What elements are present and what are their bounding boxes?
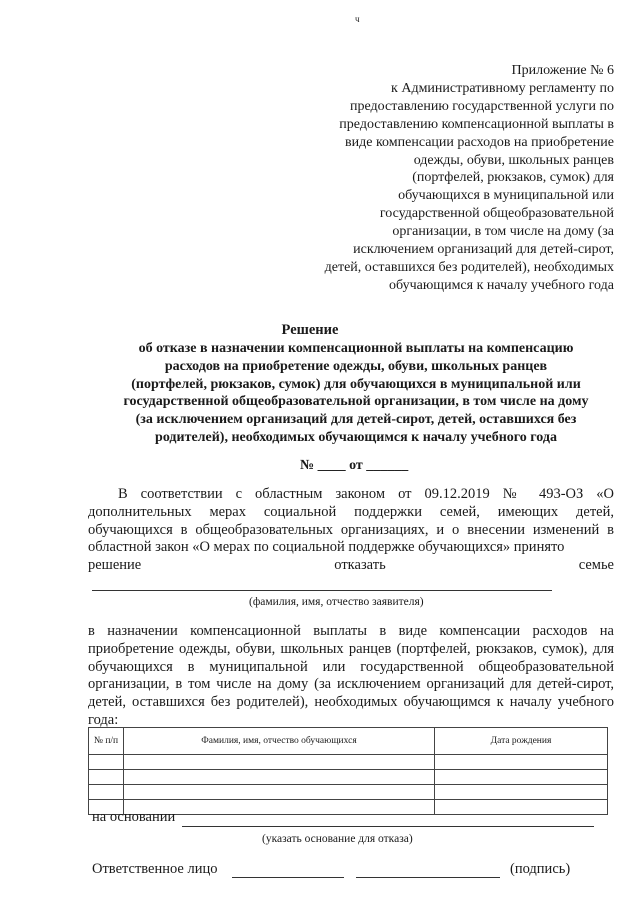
table-row	[89, 770, 608, 785]
table-cell[interactable]	[435, 770, 608, 785]
subtitle-line: об отказе в назначении компенсационной выплаты на компенсацию	[138, 341, 574, 356]
page-mark: ч	[355, 14, 360, 24]
document-title: Решение	[281, 322, 339, 338]
appendix-line: одежды, обуви, школьных ранцев	[413, 152, 614, 168]
header-number: № п/п	[89, 728, 124, 755]
appendix-line: исключением организаций для детей-сирот,	[353, 242, 614, 258]
basis-label: на основании	[92, 809, 176, 825]
decision-row	[88, 557, 614, 574]
header-birthdate: Дата рождения	[435, 728, 608, 755]
table-cell[interactable]	[124, 755, 435, 770]
subtitle-line: (портфелей, рюкзаков, сумок) для обучающихся в муниципальной или	[131, 376, 581, 392]
appendix-line: предоставлению государственной услуги по	[350, 98, 614, 114]
appendix-line: обучающихся в муниципальной или	[398, 188, 614, 204]
table-cell[interactable]	[435, 800, 608, 815]
subtitle-line: (за исключением организаций для детей-сирот, детей, оставшихся без	[135, 412, 577, 428]
decision-family: семье	[578, 557, 614, 573]
table-cell[interactable]	[435, 755, 608, 770]
body-text: В соответствии с областным законом от 09.12.2019 № 493-ОЗ «О дополнительных мерах социальной поддержки семей, имеющих детей, обучающихся в общеобразовательных организациях, и о внесении изменений в областной закон «О мерах по социальной поддержке обучающихся» принято	[88, 486, 614, 556]
appendix-line: Приложение № 6	[511, 63, 614, 78]
appendix-header	[314, 62, 614, 295]
appendix-line: государственной общеобразовательной	[379, 206, 614, 222]
second-paragraph: в назначении компенсационной выплаты в виде компенсации расходов на приобретение одежды, обуви, школьных ранцев (портфелей, рюкзаков, сумок), для обучающихся в муниципальной или государственной общеобразовательной организации, в том числе на дому (за исключением организаций для детей-сирот, детей, оставшихся без родителей), необходимых обучающимся к началу учебного года:	[88, 623, 614, 728]
subtitle-line: расходов на приобретение одежды, обуви, школьных ранцев	[164, 358, 548, 374]
responsible-name-field[interactable]	[232, 877, 344, 878]
applicant-caption: (фамилия, имя, отчество заявителя)	[249, 596, 424, 608]
basis-caption: (указать основание для отказа)	[262, 833, 413, 845]
decision-label: решение	[88, 557, 142, 573]
appendix-line: предоставлению компенсационной выплаты в	[339, 116, 614, 132]
basis-field[interactable]	[182, 826, 594, 827]
decision-verb: отказать	[334, 557, 386, 573]
table-header-row	[89, 728, 608, 755]
header-name: Фамилия, имя, отчество обучающихся	[124, 728, 435, 755]
appendix-line: виде компенсации расходов на приобретение	[345, 134, 614, 150]
table-cell[interactable]	[89, 770, 124, 785]
table-cell[interactable]	[124, 770, 435, 785]
appendix-line: (портфелей, рюкзаков, сумок) для	[412, 170, 614, 186]
table-cell[interactable]	[435, 785, 608, 800]
applicant-name-field[interactable]	[92, 590, 552, 591]
appendix-line: детей, оставшихся без родителей), необходимых	[324, 259, 614, 275]
appendix-line: к Административному регламенту по	[391, 80, 614, 96]
subtitle-line: родителей), необходимых обучающимся к началу учебного года	[155, 429, 557, 445]
document-subtitle	[96, 340, 616, 447]
students-table	[88, 727, 608, 815]
signature-caption: (подпись)	[510, 861, 571, 877]
table-cell[interactable]	[89, 785, 124, 800]
table-cell[interactable]	[124, 785, 435, 800]
table-cell[interactable]	[89, 755, 124, 770]
subtitle-line: государственной общеобразовательной организации, в том числе на дому	[123, 394, 589, 410]
table-row	[89, 755, 608, 770]
appendix-line: организации, в том числе на дому (за	[392, 224, 614, 240]
table-row	[89, 785, 608, 800]
decision-number-field[interactable]: № ____ от ______	[300, 458, 409, 473]
body-paragraph	[88, 486, 614, 557]
appendix-line: обучающимся к началу учебного года	[389, 277, 614, 293]
signature-field[interactable]	[356, 877, 500, 878]
responsible-label: Ответственное лицо	[92, 861, 218, 877]
